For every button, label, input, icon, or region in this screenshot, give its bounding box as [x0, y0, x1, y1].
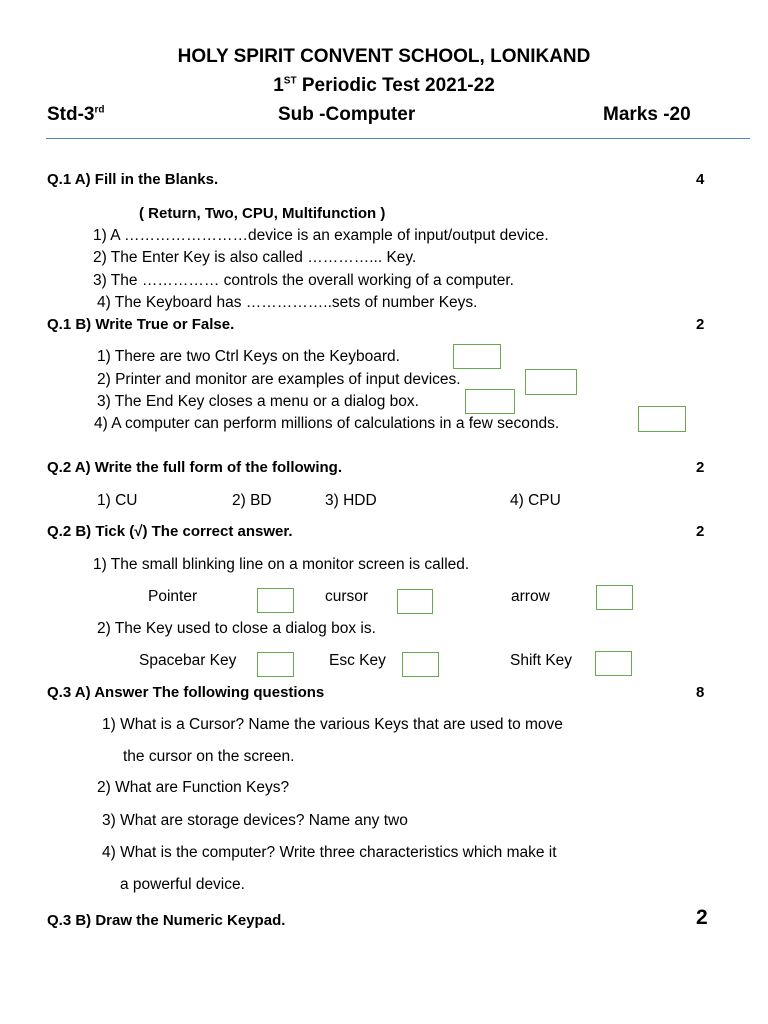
q3b-title: Q.3 B) Draw the Numeric Keypad.	[47, 912, 286, 929]
q2b-title: Q.2 B) Tick (√) The correct answer.	[47, 523, 293, 540]
q1b-title: Q.1 B) Write True or False.	[47, 316, 235, 333]
q1b-item-3: 3) The End Key closes a menu or a dialog box.	[97, 393, 419, 410]
q3a-line-5: 4) What is the computer? Write three characteristics which make it	[102, 844, 557, 861]
q2b-q2-checkbox-1[interactable]	[257, 652, 294, 677]
q2b-q1-option-1: Pointer	[148, 588, 198, 605]
q2b-question-2: 2) The Key used to close a dialog box is.	[97, 620, 376, 637]
q1a-item-2: 2) The Enter Key is also called …………... Key.	[93, 249, 417, 266]
q2a-item-4: 4) CPU	[510, 492, 561, 509]
standard-suffix: rd	[94, 104, 105, 116]
subject-label: Sub -Computer	[278, 104, 416, 125]
q3a-marks: 8	[696, 684, 705, 701]
q2a-item-1: 1) CU	[97, 492, 138, 509]
q2b-question-1: 1) The small blinking line on a monitor screen is called.	[93, 556, 470, 573]
q2b-q1-option-2: cursor	[325, 588, 369, 605]
q2b-q1-checkbox-2[interactable]	[397, 589, 433, 614]
q1a-item-1: 1) A ……………………device is an example of input/output device.	[93, 227, 549, 244]
q1a-item-3: 3) The …………… controls the overall working of a computer.	[93, 272, 514, 289]
q2b-q2-option-1: Spacebar Key	[139, 652, 237, 669]
test-title	[0, 75, 768, 97]
q1a-options: ( Return, Two, CPU, Multifunction )	[139, 205, 386, 222]
q1b-item-2: 2) Printer and monitor are examples of input devices.	[97, 371, 461, 388]
q2b-q1-checkbox-3[interactable]	[596, 585, 633, 610]
q1b-item-1: 1) There are two Ctrl Keys on the Keyboard.	[97, 348, 400, 365]
q2b-q2-checkbox-3[interactable]	[595, 651, 632, 676]
standard-label	[47, 104, 105, 126]
q2b-q2-option-3: Shift Key	[510, 652, 573, 669]
q1b-answer-box-4[interactable]	[638, 406, 686, 432]
q2b-q1-option-3: arrow	[511, 588, 550, 605]
q2a-item-2: 2) BD	[232, 492, 272, 509]
q1a-title: Q.1 A) Fill in the Blanks.	[47, 171, 219, 188]
marks-label: Marks -20	[603, 104, 691, 125]
school-name: HOLY SPIRIT CONVENT SCHOOL, LONIKAND	[177, 46, 591, 67]
test-number: 1	[273, 75, 284, 96]
q3a-title: Q.3 A) Answer The following questions	[47, 684, 325, 701]
q2b-marks: 2	[696, 523, 705, 540]
q1b-answer-box-2[interactable]	[525, 369, 577, 395]
q3b-marks: 2	[696, 906, 708, 929]
q2a-marks: 2	[696, 459, 705, 476]
q2a-item-3: 3) HDD	[325, 492, 377, 509]
test-title-text: Periodic Test 2021-22	[296, 75, 495, 96]
q2a-title: Q.2 A) Write the full form of the following.	[47, 459, 342, 476]
q3a-line-4: 3) What are storage devices? Name any two	[102, 812, 408, 829]
q1b-answer-box-3[interactable]	[465, 389, 515, 414]
q3a-line-1: 1) What is a Cursor? Name the various Keys that are used to move	[102, 716, 563, 733]
q3a-line-3: 2) What are Function Keys?	[97, 779, 290, 796]
q2b-q2-checkbox-2[interactable]	[402, 652, 439, 677]
q3a-line-2: the cursor on the screen.	[123, 748, 295, 765]
standard-text: Std-3	[47, 104, 95, 125]
q3a-line-6: a powerful device.	[120, 876, 245, 893]
q1b-answer-box-1[interactable]	[453, 344, 501, 369]
test-number-suffix: ST	[283, 75, 297, 87]
q2b-q2-option-2: Esc Key	[329, 652, 386, 669]
q1a-item-4: 4) The Keyboard has ……………..sets of number Keys.	[97, 294, 478, 311]
q2b-q1-checkbox-1[interactable]	[257, 588, 294, 613]
q1b-marks: 2	[696, 316, 705, 333]
q1b-item-4: 4) A computer can perform millions of calculations in a few seconds.	[94, 415, 560, 432]
header-divider	[46, 138, 750, 139]
q1a-marks: 4	[696, 171, 705, 188]
